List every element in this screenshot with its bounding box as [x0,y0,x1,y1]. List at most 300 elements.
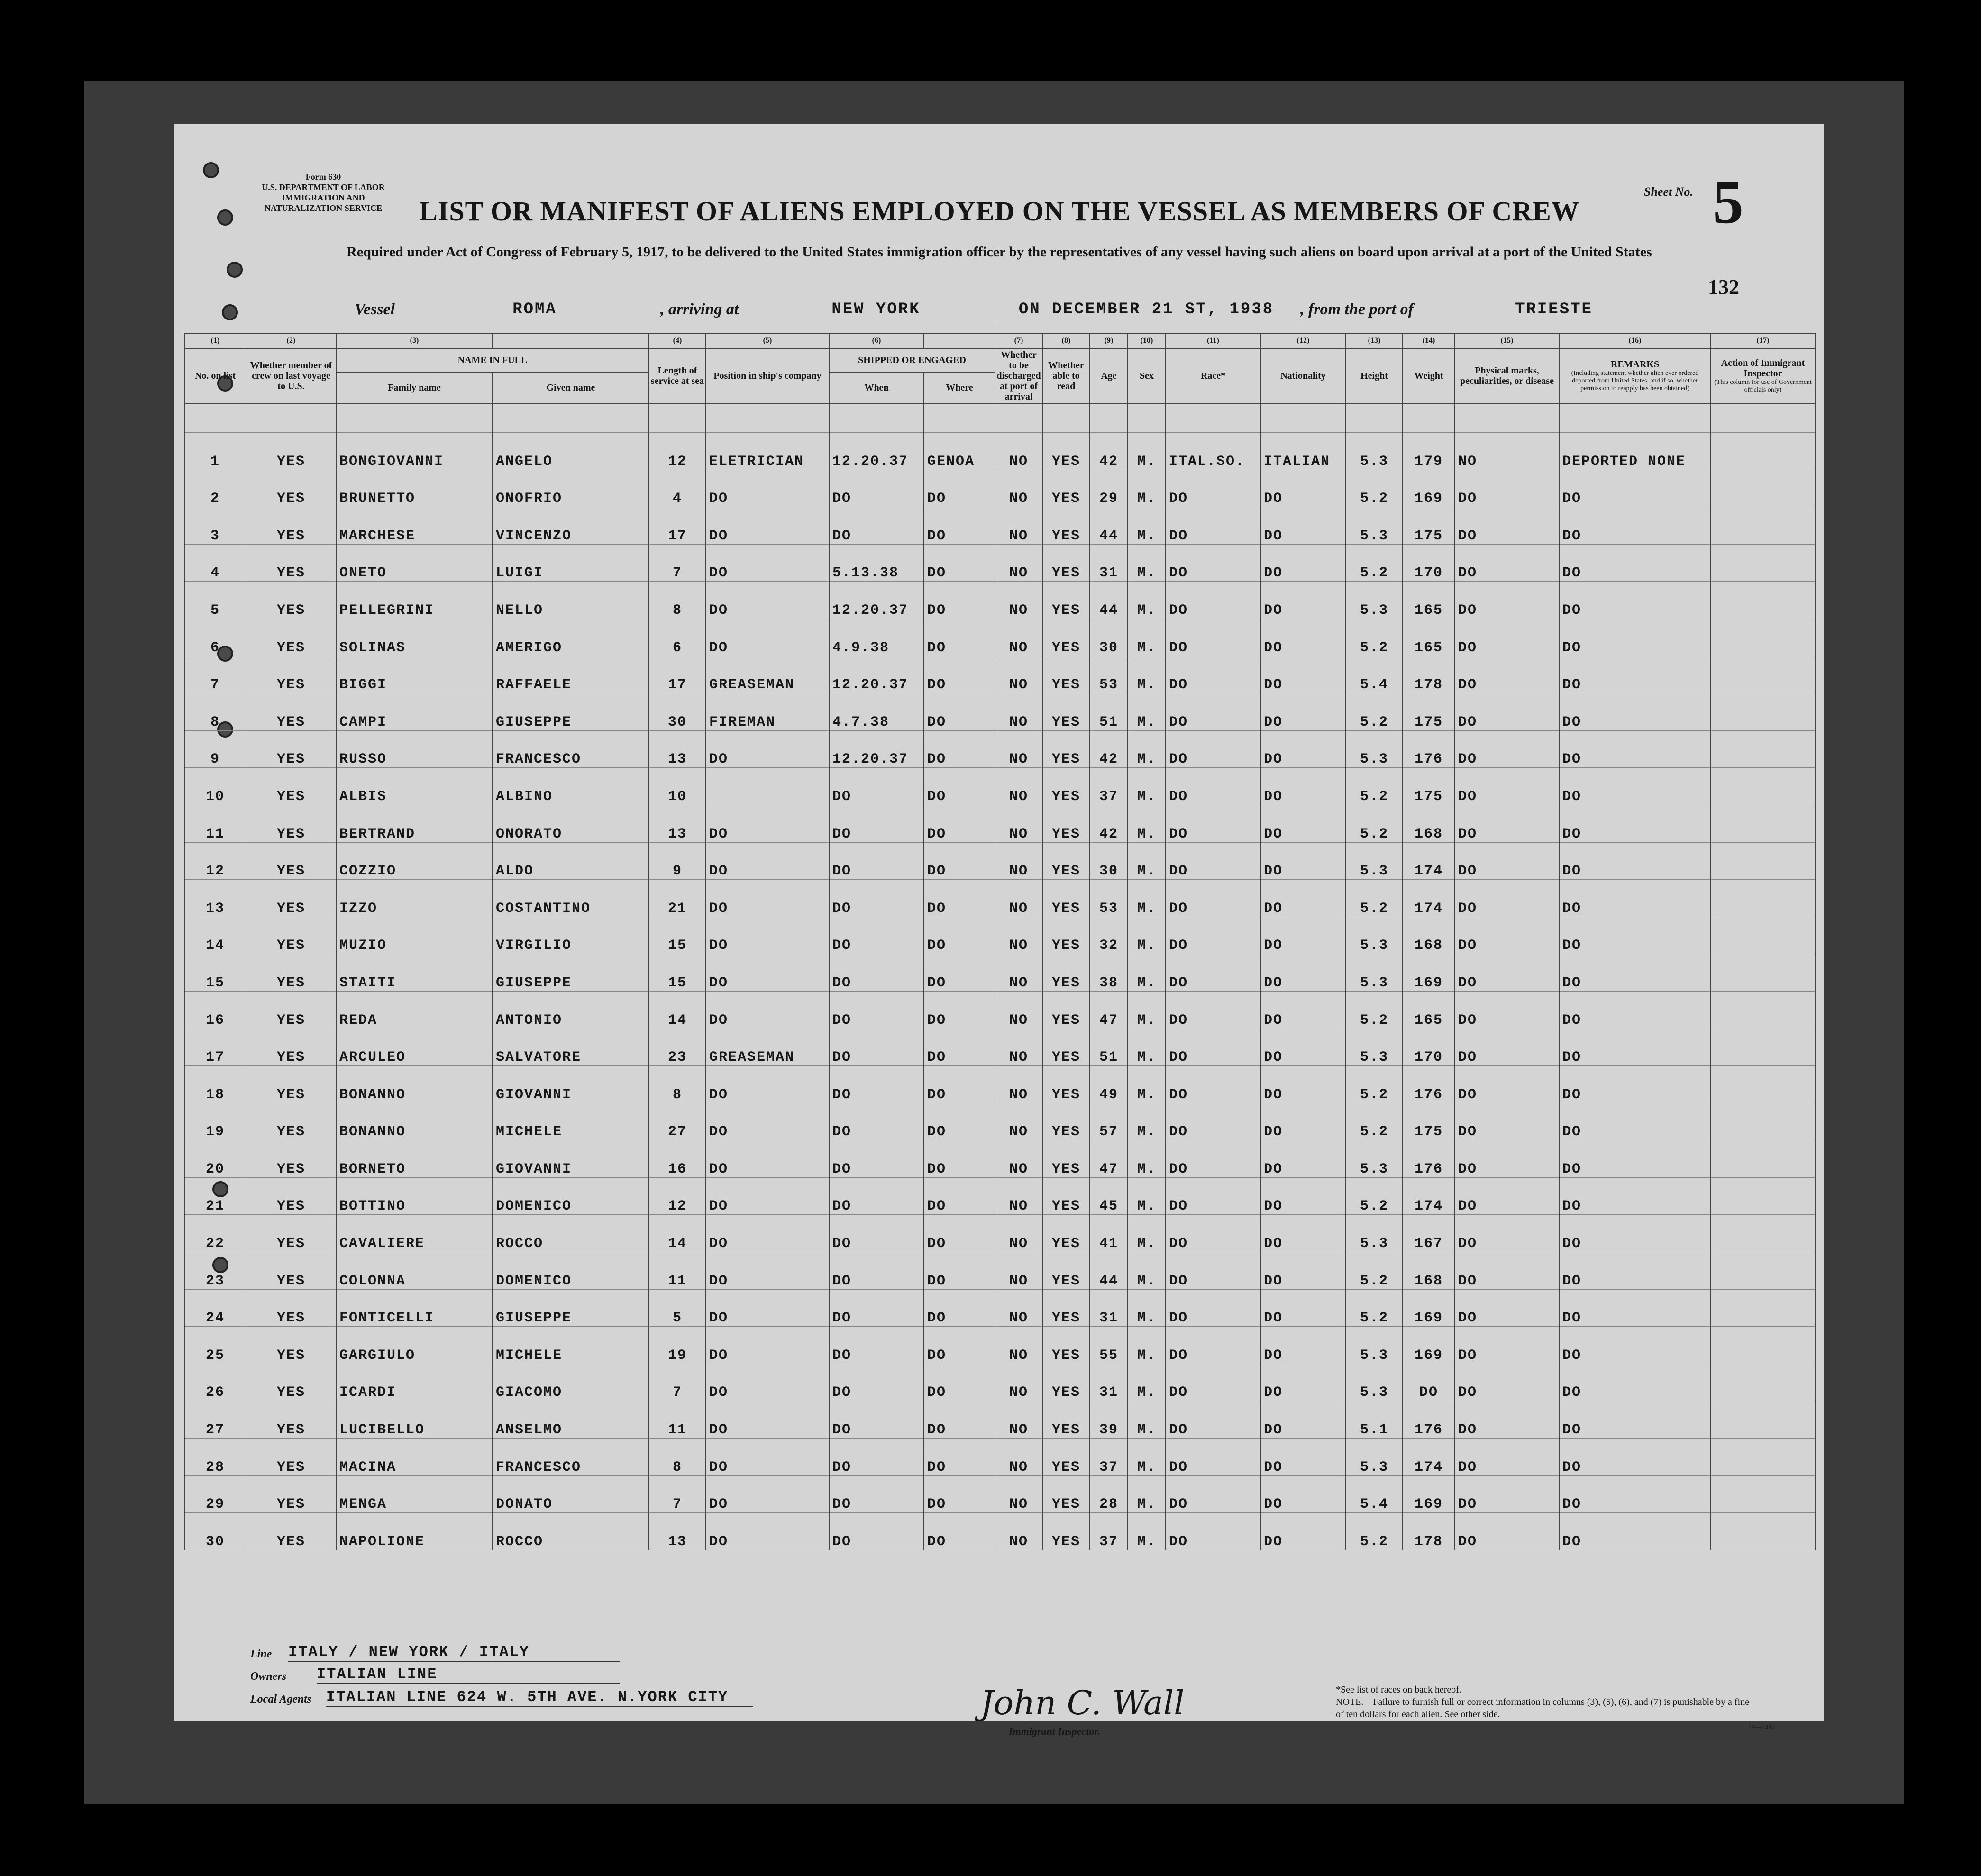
cell-race: DO [1166,507,1260,545]
cell-position: DO [706,1066,829,1103]
cell-remarks: DO [1559,470,1711,507]
cell-remarks: DO [1559,917,1711,954]
cell-weight: 174 [1403,1439,1455,1476]
table-row [184,1401,1815,1439]
cell-length: 13 [649,805,706,842]
cell-read: YES [1042,693,1090,731]
cell-action [1711,1401,1815,1439]
cell-given: VIRGILIO [493,917,649,954]
cell-length: 6 [649,619,706,656]
cell-when: DO [829,507,924,545]
line-label: Line [250,1648,272,1660]
cell-sex: M. [1128,1364,1166,1401]
cell-given: RAFFAELE [493,656,649,693]
column-number: (5) [706,333,829,348]
cell-nationality: DO [1260,693,1346,731]
cell-age: 31 [1090,544,1128,582]
cell-no: 6 [184,619,246,656]
cell-crew: YES [246,544,336,582]
cell-weight: DO [1403,1364,1455,1401]
cell-action [1711,991,1815,1029]
cell-weight: 178 [1403,1513,1455,1550]
cell-remarks: DO [1559,1103,1711,1140]
cell-race: DO [1166,730,1260,768]
cell-remarks: DO [1559,1475,1711,1513]
cell-age: 30 [1090,619,1128,656]
cell-no: 28 [184,1439,246,1476]
cell-position: DO [706,805,829,842]
table-row [184,1252,1815,1290]
sheet-number-label: Sheet No. [1644,185,1693,199]
cell-race: DO [1166,1066,1260,1103]
cell-weight: 176 [1403,1066,1455,1103]
cell-no: 10 [184,768,246,805]
cell-when: 12.20.37 [829,656,924,693]
cell-length: 23 [649,1029,706,1066]
column-number: (8) [1042,333,1090,348]
col-nationality: Nationality [1260,348,1346,403]
cell-where: DO [924,1401,995,1439]
cell-read: YES [1042,880,1090,917]
cell-race: DO [1166,1439,1260,1476]
cell-read: YES [1042,656,1090,693]
cell-read: YES [1042,917,1090,954]
cell-length: 7 [649,1475,706,1513]
cell-no: 26 [184,1364,246,1401]
cell-family: PELLEGRINI [336,582,493,619]
cell-nationality: DO [1260,842,1346,880]
cell-discharged: NO [995,582,1042,619]
cell-family: LUCIBELLO [336,1401,493,1439]
cell-nationality: DO [1260,917,1346,954]
cell-sex: M. [1128,991,1166,1029]
cell-position: ELETRICIAN [706,433,829,470]
col-length-service: Length of service at sea [649,348,706,403]
cell-physical: DO [1455,1475,1559,1513]
cell-weight: 170 [1403,544,1455,582]
cell-race: DO [1166,768,1260,805]
cell-weight: 169 [1403,1327,1455,1364]
cell-race: DO [1166,805,1260,842]
cell-length: 21 [649,880,706,917]
cell-when: DO [829,1140,924,1178]
table-row [184,582,1815,619]
cell-family: IZZO [336,880,493,917]
cell-position: DO [706,1327,829,1364]
cell-sex: M. [1128,433,1166,470]
cell-weight: 170 [1403,1029,1455,1066]
cell-position: DO [706,1252,829,1290]
cell-race: DO [1166,1252,1260,1290]
cell-family: GARGIULO [336,1327,493,1364]
cell-read: YES [1042,1401,1090,1439]
cell-height: 5.2 [1346,544,1403,582]
cell-length: 8 [649,1066,706,1103]
cell-sex: M. [1128,768,1166,805]
cell-where: DO [924,1475,995,1513]
cell-length: 12 [649,1177,706,1215]
cell-sex: M. [1128,1439,1166,1476]
cell-position: GREASEMAN [706,656,829,693]
cell-read: YES [1042,1140,1090,1178]
cell-sex: M. [1128,917,1166,954]
cell-given: GIOVANNI [493,1066,649,1103]
cell-when: DO [829,1327,924,1364]
cell-position: DO [706,1439,829,1476]
cell-discharged: NO [995,1289,1042,1327]
cell-where: DO [924,1252,995,1290]
cell-crew: YES [246,880,336,917]
cell-physical: DO [1455,1177,1559,1215]
cell-length: 7 [649,1364,706,1401]
cell-position: DO [706,1177,829,1215]
column-number: (10) [1128,333,1166,348]
cell-remarks: DO [1559,1140,1711,1178]
cell-position: DO [706,507,829,545]
cell-crew: YES [246,1401,336,1439]
cell-race: DO [1166,582,1260,619]
cell-when: DO [829,1513,924,1550]
cell-physical: DO [1455,470,1559,507]
cell-no: 16 [184,991,246,1029]
form-department-label: Form 630 U.S. DEPARTMENT OF LABOR IMMIGRATION AND NATURALIZATION SERVICE [262,172,385,213]
cell-position: FIREMAN [706,693,829,731]
cell-family: BONGIOVANNI [336,433,493,470]
cell-nationality: DO [1260,805,1346,842]
cell-crew: YES [246,805,336,842]
cell-nationality: DO [1260,1066,1346,1103]
cell-length: 15 [649,917,706,954]
cell-length: 30 [649,693,706,731]
local-agents-value: ITALIAN LINE 624 W. 5TH AVE. N.YORK CITY [326,1688,753,1707]
column-number: (11) [1166,333,1260,348]
cell-remarks: DO [1559,1401,1711,1439]
column-number: (1) [184,333,246,348]
cell-discharged: NO [995,842,1042,880]
table-row [184,730,1815,768]
cell-nationality: DO [1260,1215,1346,1252]
cell-age: 31 [1090,1364,1128,1401]
col-sex: Sex [1128,348,1166,403]
cell-race: DO [1166,1401,1260,1439]
cell-where: DO [924,619,995,656]
cell-nationality: ITALIAN [1260,433,1346,470]
cell-where: DO [924,1327,995,1364]
cell-race: DO [1166,1364,1260,1401]
cell-crew: YES [246,619,336,656]
cell-action [1711,805,1815,842]
cell-position: DO [706,730,829,768]
cell-position: GREASEMAN [706,1029,829,1066]
cell-where: DO [924,582,995,619]
cell-action [1711,917,1815,954]
table-row [184,991,1815,1029]
cell-position: DO [706,1364,829,1401]
cell-sex: M. [1128,1177,1166,1215]
cell-age: 37 [1090,768,1128,805]
cell-when: DO [829,1289,924,1327]
cell-position: DO [706,1140,829,1178]
cell-length: 15 [649,954,706,992]
cell-action [1711,656,1815,693]
cell-when: DO [829,1066,924,1103]
cell-age: 31 [1090,1289,1128,1327]
cell-read: YES [1042,768,1090,805]
cell-read: YES [1042,842,1090,880]
cell-when: DO [829,1401,924,1439]
cell-weight: 169 [1403,954,1455,992]
cell-family: FONTICELLI [336,1289,493,1327]
cell-height: 5.3 [1346,582,1403,619]
cell-remarks: DO [1559,619,1711,656]
cell-race: DO [1166,656,1260,693]
col-family-name: Family name [336,372,493,403]
cell-when: DO [829,1475,924,1513]
cell-sex: M. [1128,842,1166,880]
cell-remarks: DO [1559,1177,1711,1215]
cell-family: BORNETO [336,1140,493,1178]
cell-physical: DO [1455,1252,1559,1290]
cell-length: 8 [649,582,706,619]
cell-family: BIGGI [336,656,493,693]
cell-no: 4 [184,544,246,582]
cell-read: YES [1042,619,1090,656]
cell-discharged: NO [995,805,1042,842]
cell-physical: DO [1455,805,1559,842]
table-row [184,1066,1815,1103]
cell-when: DO [829,1215,924,1252]
cell-nationality: DO [1260,730,1346,768]
cell-crew: YES [246,1289,336,1327]
col-weight: Weight [1403,348,1455,403]
cell-family: ARCULEO [336,1029,493,1066]
table-row [184,768,1815,805]
page-number: 132 [1708,275,1739,299]
cell-where: DO [924,805,995,842]
cell-remarks: DO [1559,1289,1711,1327]
cell-where: DO [924,991,995,1029]
cell-weight: 168 [1403,917,1455,954]
cell-discharged: NO [995,544,1042,582]
cell-given: LUIGI [493,544,649,582]
cell-remarks: DO [1559,842,1711,880]
punch-hole [227,262,243,278]
cell-given: ROCCO [493,1513,649,1550]
cell-where: DO [924,693,995,731]
cell-given: MICHELE [493,1327,649,1364]
col-given-name: Given name [493,372,649,403]
cell-given: GIUSEPPE [493,1289,649,1327]
cell-age: 53 [1090,656,1128,693]
cell-position: DO [706,880,829,917]
cell-no: 24 [184,1289,246,1327]
cell-discharged: NO [995,991,1042,1029]
table-row [184,470,1815,507]
cell-sex: M. [1128,1140,1166,1178]
cell-action [1711,1513,1815,1550]
cell-no: 5 [184,582,246,619]
cell-where: DO [924,1177,995,1215]
cell-physical: DO [1455,619,1559,656]
cell-discharged: NO [995,1140,1042,1178]
cell-race: DO [1166,544,1260,582]
cell-discharged: NO [995,1401,1042,1439]
column-number: (15) [1455,333,1559,348]
cell-given: ROCCO [493,1215,649,1252]
cell-crew: YES [246,1140,336,1178]
cell-action [1711,1364,1815,1401]
cell-read: YES [1042,1289,1090,1327]
table-row [184,1140,1815,1178]
cell-crew: YES [246,693,336,731]
cell-weight: 175 [1403,1103,1455,1140]
cell-length: 8 [649,1439,706,1476]
cell-height: 5.3 [1346,954,1403,992]
col-when: When [829,372,924,403]
cell-crew: YES [246,1103,336,1140]
column-number: (9) [1090,333,1128,348]
cell-height: 5.2 [1346,1252,1403,1290]
cell-height: 5.3 [1346,1029,1403,1066]
cell-read: YES [1042,1177,1090,1215]
cell-physical: DO [1455,1215,1559,1252]
cell-length: 16 [649,1140,706,1178]
cell-when: DO [829,1364,924,1401]
cell-nationality: DO [1260,507,1346,545]
cell-no: 29 [184,1475,246,1513]
cell-length: 13 [649,730,706,768]
cell-no: 18 [184,1066,246,1103]
cell-discharged: NO [995,917,1042,954]
cell-nationality: DO [1260,768,1346,805]
cell-height: 5.2 [1346,880,1403,917]
cell-crew: YES [246,842,336,880]
arriving-label: , arriving at [660,301,739,318]
cell-sex: M. [1128,730,1166,768]
cell-remarks: DO [1559,768,1711,805]
cell-read: YES [1042,1066,1090,1103]
cell-age: 42 [1090,433,1128,470]
cell-remarks: DO [1559,1252,1711,1290]
cell-race: DO [1166,1327,1260,1364]
cell-physical: DO [1455,507,1559,545]
table-row [184,433,1815,470]
manifest-sheet [174,124,1824,1737]
owners-label: Owners [250,1670,287,1683]
column-number: (7) [995,333,1042,348]
cell-family: REDA [336,991,493,1029]
cell-height: 5.3 [1346,507,1403,545]
cell-height: 5.3 [1346,842,1403,880]
cell-no: 3 [184,507,246,545]
vessel-label: Vessel [355,301,395,318]
cell-read: YES [1042,991,1090,1029]
cell-discharged: NO [995,1475,1042,1513]
cell-family: BOTTINO [336,1177,493,1215]
table-row [184,1475,1815,1513]
cell-physical: DO [1455,768,1559,805]
cell-position: DO [706,1289,829,1327]
cell-discharged: NO [995,1439,1042,1476]
cell-family: COZZIO [336,842,493,880]
cell-length: 14 [649,991,706,1029]
table-row [184,1289,1815,1327]
cell-sex: M. [1128,619,1166,656]
cell-discharged: NO [995,507,1042,545]
cell-sex: M. [1128,693,1166,731]
cell-where: DO [924,1066,995,1103]
col-remarks-title: REMARKS [1610,359,1660,370]
cell-no: 19 [184,1103,246,1140]
cell-physical: DO [1455,1513,1559,1550]
cell-position: DO [706,1401,829,1439]
cell-sex: M. [1128,1066,1166,1103]
cell-discharged: NO [995,470,1042,507]
cell-given: DONATO [493,1475,649,1513]
cell-age: 42 [1090,730,1128,768]
cell-remarks: DO [1559,730,1711,768]
cell-height: 5.2 [1346,991,1403,1029]
punch-hole [203,162,219,178]
table-row [184,880,1815,917]
cell-length: 7 [649,544,706,582]
cell-race: DO [1166,1475,1260,1513]
cell-given: ALBINO [493,768,649,805]
cell-height: 5.4 [1346,656,1403,693]
cell-physical: DO [1455,1439,1559,1476]
cell-where: DO [924,507,995,545]
cell-action [1711,880,1815,917]
cell-race: DO [1166,1289,1260,1327]
cell-given: ANSELMO [493,1401,649,1439]
cell-read: YES [1042,1439,1090,1476]
cell-weight: 169 [1403,470,1455,507]
table-row [184,1513,1815,1550]
column-number: (16) [1559,333,1711,348]
cell-read: YES [1042,1513,1090,1550]
cell-family: MACINA [336,1439,493,1476]
table-row [184,917,1815,954]
cell-action [1711,1215,1815,1252]
cell-remarks: DO [1559,1364,1711,1401]
cell-discharged: NO [995,1029,1042,1066]
cell-physical: DO [1455,544,1559,582]
cell-age: 47 [1090,1140,1128,1178]
cell-position: DO [706,1103,829,1140]
cell-length: 12 [649,433,706,470]
cell-action [1711,1439,1815,1476]
cell-when: 12.20.37 [829,582,924,619]
table-row [184,805,1815,842]
col-name-in-full: NAME IN FULL [336,348,649,372]
cell-given: SALVATORE [493,1029,649,1066]
cell-where: DO [924,1029,995,1066]
local-agents-label: Local Agents [250,1693,312,1705]
cell-height: 5.2 [1346,805,1403,842]
cell-action [1711,1327,1815,1364]
cell-sex: M. [1128,1029,1166,1066]
cell-sex: M. [1128,880,1166,917]
cell-sex: M. [1128,656,1166,693]
cell-read: YES [1042,730,1090,768]
cell-no: 9 [184,730,246,768]
cell-crew: YES [246,1364,336,1401]
cell-physical: DO [1455,693,1559,731]
cell-crew: YES [246,1066,336,1103]
col-discharged: Whether to be discharged at port of arrival [995,348,1042,403]
cell-read: YES [1042,1327,1090,1364]
cell-sex: M. [1128,1475,1166,1513]
